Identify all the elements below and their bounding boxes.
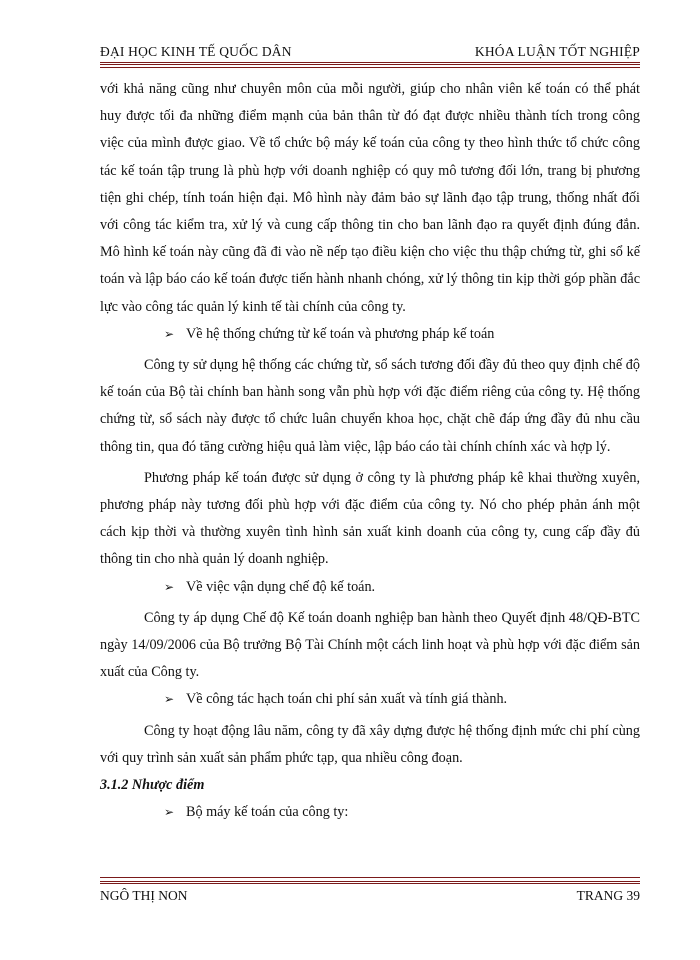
arrow-bullet-icon: ➢ xyxy=(164,579,175,594)
footer-author: NGÔ THỊ NON xyxy=(100,888,188,903)
arrow-bullet-icon: ➢ xyxy=(164,326,175,341)
bullet-item xyxy=(100,799,640,826)
paragraph: Công ty sử dụng hệ thống các chứng từ, sổ sách tương đối đầy đủ theo quy định chế độ kế toán của Bộ tài chính ban hành song vẫn phù hợp với đặc điểm riêng của công ty. Hệ thống chứng từ, sổ sách này được tổ chức luân chuyển khoa học, chặt chẽ đáp ứng đầy đủ nhu cầu thông tin, qua đó tăng cường hiệu quả làm việc, lập báo cáo tài chính chính xác và hợp lý. xyxy=(100,357,640,455)
arrow-bullet-icon: ➢ xyxy=(164,692,175,707)
footer-rule-thin xyxy=(100,877,640,878)
page-header xyxy=(100,38,640,60)
bullet-item xyxy=(100,686,640,713)
paragraph: Phương pháp kế toán được sử dụng ở công ty là phương pháp kê khai thường xuyên, phương pháp này tương đối phù hợp với đặc điểm của công ty. Nó cho phép phản ánh một cách kịp thời và thường xuyên tình hình sản xuất kinh doanh của công ty, cung cấp đầy đủ thông tin cho nhà quản lý doanh nghiệp. xyxy=(100,469,640,568)
footer-rule xyxy=(100,881,640,884)
bullet-text: Về công tác hạch toán chi phí sản xuất và tính giá thành. xyxy=(186,691,508,708)
bullet-item xyxy=(100,321,640,348)
bullet-text: Về hệ thống chứng từ kế toán và phương pháp kế toán xyxy=(186,325,495,342)
paragraph: Công ty áp dụng Chế độ Kế toán doanh nghiệp ban hành theo Quyết định 48/QĐ-BTC ngày 14/09/2006 của Bộ trưởng Bộ Tài Chính một cách linh hoạt và phù hợp với đặc điểm sản xuất của Công ty. xyxy=(100,609,640,681)
paragraph: Công ty hoạt động lâu năm, công ty đã xây dựng được hệ thống định mức chi phí cùng với quy trình sản xuất sản phẩm phức tạp, qua nhiều công đoạn. xyxy=(100,722,640,766)
bullet-text: Về việc vận dụng chế độ kế toán. xyxy=(186,578,376,595)
header-rule-thin xyxy=(100,67,640,68)
paragraph-intro: với khả năng cũng như chuyên môn của mỗi người, giúp cho nhân viên kế toán có thể phát huy được tối đa những điểm mạnh của bản thân từ đó đạt được nhiều thành tích trong công việc của mình được giao. Về tổ chức bộ máy kế toán của công ty theo hình thức tổ chức công tác kế toán tập trung là phù hợp với doanh nghiệp có quy mô tương đối lớn, trang bị phương tiện ghi chép, tính toán hiện đại. Mô hình này đảm bảo sự lãnh đạo tập trung, thống nhất đối với công tác kiểm tra, xử lý và cung cấp thông tin cho ban lãnh đạo ra quyết định đúng đắn. Mô hình kế toán này cũng đã đi vào nề nếp tạo điều kiện cho việc thu thập chứng từ, ghi sổ kế toán và lập báo cáo kế toán được tiến hành nhanh chóng, xử lý thông tin kịp thời góp phần đắc lực vào công tác quản lý kinh tế tài chính của công ty. xyxy=(100,81,640,315)
header-thesis-title: KHÓA LUẬN TỐT NGHIỆP xyxy=(474,44,640,59)
header-rule xyxy=(100,62,640,65)
page-body xyxy=(100,76,640,826)
arrow-bullet-icon: ➢ xyxy=(164,805,175,820)
section-heading: 3.1.2 Nhược điểm xyxy=(100,777,205,794)
header-university: ĐẠI HỌC KINH TẾ QUỐC DÂN xyxy=(100,44,292,59)
bullet-text: Bộ máy kế toán của công ty: xyxy=(186,804,349,821)
page-footer xyxy=(100,888,640,904)
page-number: TRANG 39 xyxy=(576,888,640,903)
bullet-item xyxy=(100,574,640,601)
